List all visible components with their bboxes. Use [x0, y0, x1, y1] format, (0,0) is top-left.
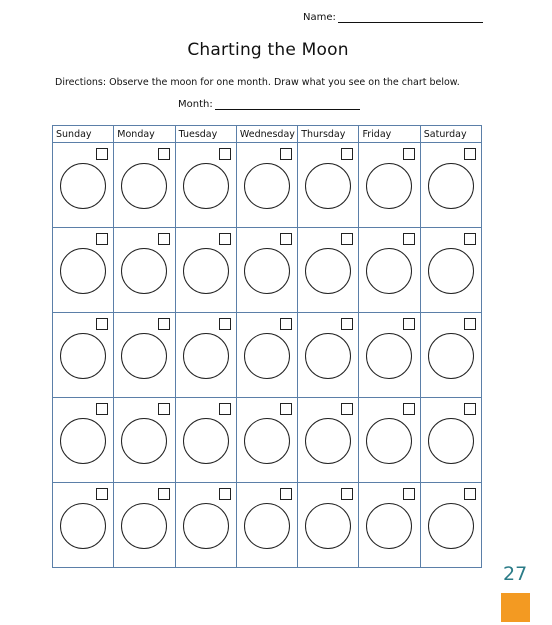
day-cell: [175, 398, 236, 483]
date-checkbox[interactable]: [341, 488, 353, 500]
day-cell: [420, 228, 481, 313]
day-cell-content: [359, 143, 419, 227]
date-checkbox[interactable]: [341, 233, 353, 245]
date-checkbox[interactable]: [464, 488, 476, 500]
date-checkbox[interactable]: [158, 488, 170, 500]
moon-circle[interactable]: [121, 333, 167, 379]
date-checkbox[interactable]: [158, 233, 170, 245]
day-cell: [420, 398, 481, 483]
date-checkbox[interactable]: [96, 488, 108, 500]
day-cell-content: [298, 398, 358, 482]
day-cell: [236, 228, 297, 313]
week-row: [53, 398, 482, 483]
day-cell-content: [237, 398, 297, 482]
moon-chart-grid: [52, 125, 482, 568]
day-cell-content: [359, 313, 419, 397]
date-checkbox[interactable]: [464, 403, 476, 415]
moon-circle[interactable]: [183, 248, 229, 294]
day-cell-content: [237, 313, 297, 397]
day-header-row: [53, 126, 482, 143]
date-checkbox[interactable]: [219, 148, 231, 160]
moon-circle[interactable]: [60, 503, 106, 549]
day-cell: [114, 313, 175, 398]
day-cell: [114, 398, 175, 483]
moon-circle[interactable]: [305, 248, 351, 294]
date-checkbox[interactable]: [280, 233, 292, 245]
day-cell: [298, 483, 359, 568]
day-cell: [53, 313, 114, 398]
day-cell: [298, 313, 359, 398]
moon-circle[interactable]: [60, 418, 106, 464]
date-checkbox[interactable]: [280, 148, 292, 160]
moon-circle[interactable]: [305, 333, 351, 379]
day-cell: [359, 313, 420, 398]
day-cell: [298, 228, 359, 313]
moon-circle[interactable]: [121, 248, 167, 294]
day-cell-content: [114, 313, 174, 397]
day-cell: [53, 143, 114, 228]
day-cell: [298, 143, 359, 228]
page-title: Charting the Moon: [187, 40, 349, 60]
day-cell-content: [421, 313, 481, 397]
day-cell: [359, 483, 420, 568]
day-cell-content: [114, 483, 174, 567]
name-label: Name:: [303, 12, 336, 23]
week-row: [53, 143, 482, 228]
day-cell: [53, 483, 114, 568]
moon-circle[interactable]: [428, 418, 474, 464]
day-cell: [175, 143, 236, 228]
moon-circle[interactable]: [428, 163, 474, 209]
moon-circle[interactable]: [244, 503, 290, 549]
moon-circle[interactable]: [366, 163, 412, 209]
date-checkbox[interactable]: [96, 403, 108, 415]
day-cell: [236, 483, 297, 568]
date-checkbox[interactable]: [96, 318, 108, 330]
date-checkbox[interactable]: [341, 403, 353, 415]
day-header-thursday: Thursday: [298, 126, 359, 143]
day-cell: [236, 313, 297, 398]
day-cell-content: [176, 483, 236, 567]
day-cell-content: [53, 313, 113, 397]
day-cell: [236, 398, 297, 483]
moon-circle[interactable]: [366, 503, 412, 549]
week-row: [53, 228, 482, 313]
date-checkbox[interactable]: [403, 318, 415, 330]
day-cell: [114, 483, 175, 568]
name-underline[interactable]: [338, 12, 483, 23]
month-underline[interactable]: [215, 99, 360, 110]
moon-circle[interactable]: [244, 418, 290, 464]
moon-circle[interactable]: [305, 163, 351, 209]
day-cell-content: [421, 228, 481, 312]
moon-circle[interactable]: [60, 163, 106, 209]
date-checkbox[interactable]: [464, 233, 476, 245]
date-checkbox[interactable]: [403, 403, 415, 415]
date-checkbox[interactable]: [219, 233, 231, 245]
date-checkbox[interactable]: [219, 488, 231, 500]
date-checkbox[interactable]: [403, 233, 415, 245]
name-field[interactable]: [303, 12, 483, 23]
date-checkbox[interactable]: [280, 488, 292, 500]
day-cell-content: [53, 228, 113, 312]
moon-circle[interactable]: [183, 163, 229, 209]
day-cell-content: [298, 143, 358, 227]
day-cell: [420, 143, 481, 228]
day-cell-content: [421, 398, 481, 482]
day-cell-content: [421, 143, 481, 227]
day-cell: [236, 143, 297, 228]
date-checkbox[interactable]: [219, 318, 231, 330]
day-header-monday: Monday: [114, 126, 175, 143]
day-cell: [359, 143, 420, 228]
date-checkbox[interactable]: [96, 148, 108, 160]
date-checkbox[interactable]: [219, 403, 231, 415]
orange-square-decoration: [501, 593, 530, 622]
day-cell: [298, 398, 359, 483]
day-cell-content: [421, 483, 481, 567]
moon-circle[interactable]: [244, 163, 290, 209]
day-cell: [114, 143, 175, 228]
directions-text: Directions: Observe the moon for one month. Draw what you see on the chart below.: [55, 77, 460, 88]
day-cell-content: [176, 143, 236, 227]
day-cell-content: [298, 228, 358, 312]
week-row: [53, 313, 482, 398]
day-cell: [175, 483, 236, 568]
day-cell: [359, 228, 420, 313]
moon-circle[interactable]: [305, 503, 351, 549]
day-cell: [175, 313, 236, 398]
moon-circle[interactable]: [366, 333, 412, 379]
day-cell-content: [237, 483, 297, 567]
day-cell-content: [237, 143, 297, 227]
moon-circle[interactable]: [121, 163, 167, 209]
month-label: Month:: [178, 99, 213, 110]
day-cell-content: [298, 483, 358, 567]
day-cell: [359, 398, 420, 483]
moon-circle[interactable]: [428, 503, 474, 549]
moon-circle[interactable]: [244, 333, 290, 379]
day-cell-content: [176, 313, 236, 397]
moon-circle[interactable]: [183, 503, 229, 549]
day-cell-content: [359, 483, 419, 567]
day-cell-content: [53, 143, 113, 227]
day-cell-content: [359, 398, 419, 482]
date-checkbox[interactable]: [464, 148, 476, 160]
moon-circle[interactable]: [60, 248, 106, 294]
day-cell: [420, 313, 481, 398]
week-row: [53, 483, 482, 568]
date-checkbox[interactable]: [280, 318, 292, 330]
day-cell-content: [237, 228, 297, 312]
date-checkbox[interactable]: [403, 488, 415, 500]
day-header-saturday: Saturday: [420, 126, 481, 143]
day-cell: [420, 483, 481, 568]
day-cell-content: [53, 398, 113, 482]
day-cell-content: [114, 398, 174, 482]
day-cell: [53, 398, 114, 483]
moon-circle[interactable]: [366, 248, 412, 294]
date-checkbox[interactable]: [158, 318, 170, 330]
moon-circle[interactable]: [305, 418, 351, 464]
date-checkbox[interactable]: [403, 148, 415, 160]
day-cell: [175, 228, 236, 313]
date-checkbox[interactable]: [96, 233, 108, 245]
day-cell-content: [359, 228, 419, 312]
moon-circle[interactable]: [183, 418, 229, 464]
moon-circle[interactable]: [121, 503, 167, 549]
date-checkbox[interactable]: [464, 318, 476, 330]
day-cell: [114, 228, 175, 313]
day-cell-content: [53, 483, 113, 567]
moon-circle[interactable]: [183, 333, 229, 379]
date-checkbox[interactable]: [158, 148, 170, 160]
day-header-wednesday: Wednesday: [236, 126, 297, 143]
day-cell-content: [114, 228, 174, 312]
month-field[interactable]: [178, 99, 360, 110]
day-cell-content: [176, 398, 236, 482]
date-checkbox[interactable]: [341, 148, 353, 160]
moon-circle[interactable]: [244, 248, 290, 294]
day-cell-content: [298, 313, 358, 397]
moon-circle[interactable]: [60, 333, 106, 379]
moon-circle[interactable]: [366, 418, 412, 464]
date-checkbox[interactable]: [280, 403, 292, 415]
day-cell-content: [114, 143, 174, 227]
moon-circle[interactable]: [121, 418, 167, 464]
day-header-tuesday: Tuesday: [175, 126, 236, 143]
day-cell-content: [176, 228, 236, 312]
date-checkbox[interactable]: [341, 318, 353, 330]
moon-circle[interactable]: [428, 248, 474, 294]
date-checkbox[interactable]: [158, 403, 170, 415]
page-number: 27: [503, 563, 528, 585]
day-header-sunday: Sunday: [53, 126, 114, 143]
day-header-friday: Friday: [359, 126, 420, 143]
moon-circle[interactable]: [428, 333, 474, 379]
day-cell: [53, 228, 114, 313]
